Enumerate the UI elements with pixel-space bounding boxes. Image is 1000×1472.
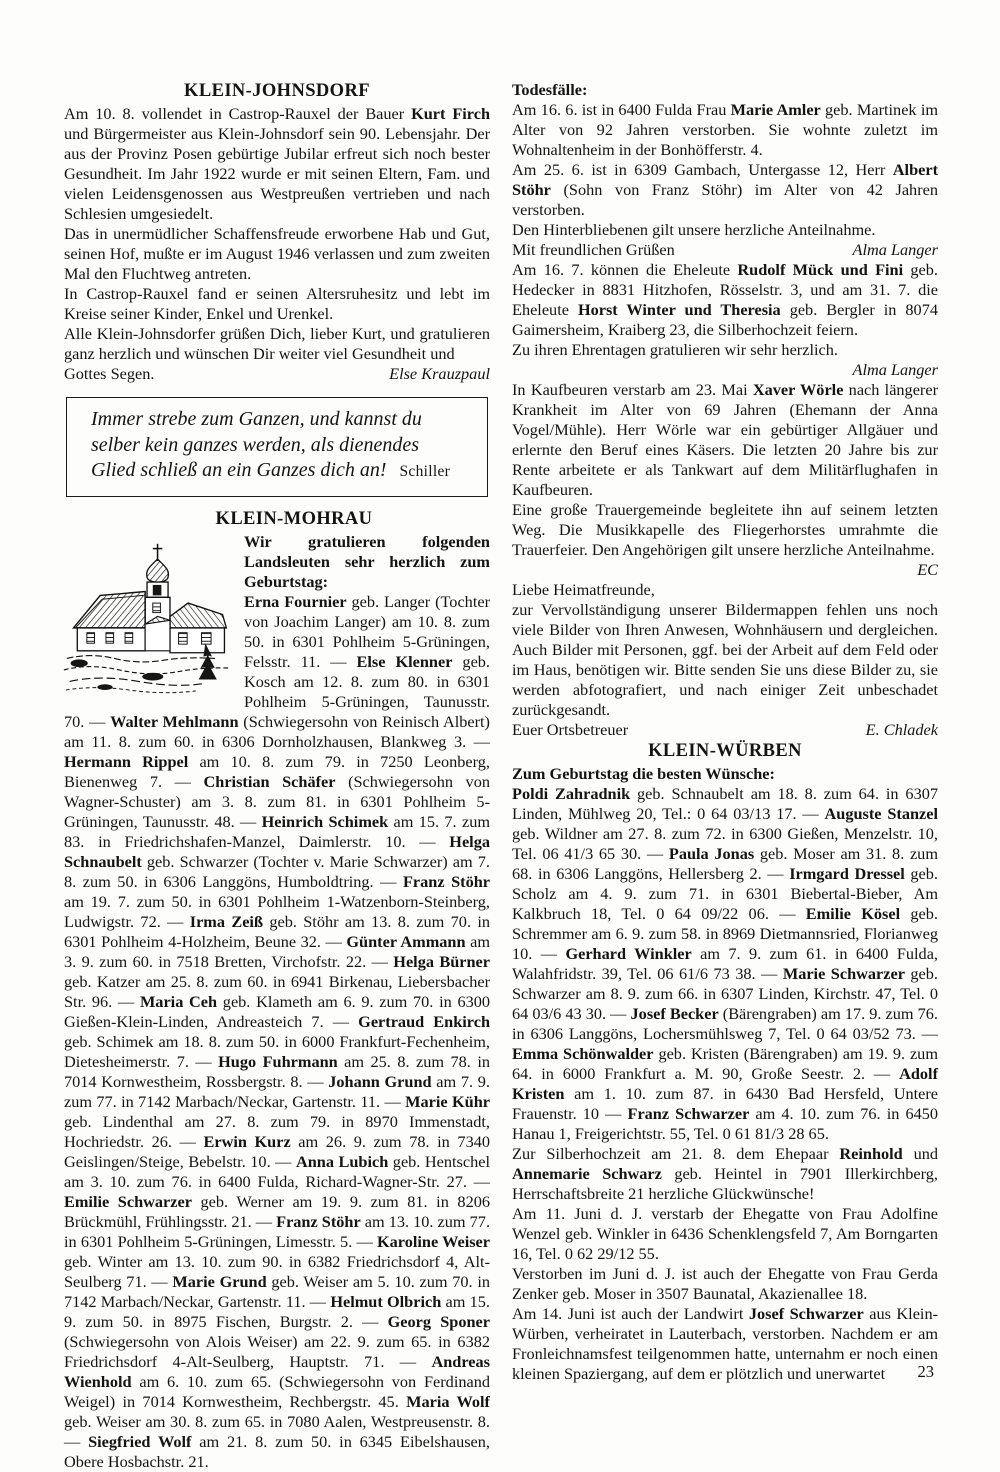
signature: EC (917, 560, 938, 579)
todesfaelle-label: Todesfälle: (512, 80, 588, 99)
paragraph: Eine große Trauergemeinde begleitete ihn auf seinem letzten Weg. Die Musikkapelle des Fliegerhorstes umrahmte die Trauerfeier. Den Angehörigen gilt unsere herzliche Anteilnahme. (512, 500, 938, 559)
quote-line-text: Glied schließ an ein Ganzes dich an! (91, 459, 387, 481)
quote-line (91, 458, 477, 485)
closing-text: Gottes Segen. (64, 364, 155, 383)
paragraph: Zur Silberhochzeit am 21. 8. dem Ehepaar Reinhold und Annemarie Schwarz geb. Heintel in 7901 Illerkirchberg, Herrschaftsbreite 21 herzliche Glückwünsche! (512, 1144, 939, 1203)
quote-line: selber kein ganzes werden, als dienendes (91, 433, 420, 456)
paragraph: Alle Klein-Johnsdorfer grüßen Dich, lieber Kurt, und gratulieren ganz herzlich und wünschen Dir weiter viel Gesundheit und (64, 324, 490, 363)
birthday-list: Erna Fournier geb. Langer (Tochter von Joachim Langer) am 10. 8. zum 50. in 6301 Pohlheim 5-Grüningen, Felsstr. 11. — Else Klenner geb. Kosch am 12. 8. zum 80. in 6301 Pohlheim 5-Grüningen, Taunusstr. 70. — Walter Mehlmann (Schwiegersohn von Reinisch Albert) am 11. 8. zum 60. in 6306 Dornholzhausen, Blankweg 3. — Hermann Rippel am 10. 8. zum 79. in 7250 Leonberg, Bienenweg 7. — Christian Schäfer (Schwiegersohn von Wagner-Schuster) am 3. 8. zum 81. in 6301 Pohlheim 5-Grüningen, Taunusstr. 48. — Heinrich Schimek am 15. 7. zum 83. in Friedrichshafen-Manzel, Daimlerstr. 10. — Helga Schnaubelt geb. Schwarzer (Tochter v. Marie Schwarzer) am 7. 8. zum 50. in 6306 Langgöns, Humboldtring. — Franz Stöhr am 19. 7. zum 50. in 6301 Pohlheim 1-Watzenborn-Steinberg, Ludwigstr. 72. — Irma Zeiß geb. Stöhr am 13. 8. zum 70. in 6301 Pohlheim 4-Holzheim, Beune 32. — Günter Ammann am 3. 9. zum 60. in 7518 Bretten, Virchofstr. 22. — Helga Bürner geb. Katzer am 25. 8. zum 60. in 6941 Birkenau, Liebersbacher Str. 96. — Maria Ceh geb. Klameth am 6. 9. zum 70. in 6300 Gießen-Klein-Linden, Andreasteich 7. — Gertraud Enkirch geb. Schimek am 18. 8. zum 50. in 6000 Frankfurt-Fechenheim, Dietesheimerstr. 7. — Hugo Fuhrmann am 25. 8. zum 78. in 7014 Kornwestheim, Rossbergstr. 8. — Johann Grund am 7. 9. zum 77. in 7142 Marbach/Neckar, Gartenstr. 11. — Marie Kühr geb. Lindenthal am 27. 8. zum 79. in 8970 Immenstadt, Hochriedstr. 26. — Erwin Kurz am 26. 9. zum 78. in 7340 Geislingen/Steige, Bebelstr. 10. — Anna Lubich geb. Hentschel am 3. 10. zum 76. in 6400 Fulda, Richard-Wagner-Str. 27. — Emilie Schwarzer geb. Werner am 19. 9. zum 81. in 8206 Brückmühl, Frühlingsstr. 21. — Franz Stöhr am 13. 10. zum 77. in 6301 Pohlheim 5-Grüningen, Limesstr. 5. — Karoline Weiser geb. Winter am 13. 10. zum 90. in 6382 Friedrichsdorf 4, Alt-Seulberg 71. — Marie Grund geb. Weiser am 5. 10. zum 70. in 7142 Marbach/Neckar, Gartenstr. 11. — Helmut Olbrich am 15. 9. zum 50. in 8975 Fischen, Burgstr. 2. — Georg Sponer (Schwiegersohn von Alois Weiser) am 22. 9. zum 65. in 6382 Friedrichsdorf 4-Alt-Seulberg, Hauptstr. 71. — Andreas Wienhold am 6. 10. zum 65. (Schwiegersohn von Ferdinand Weigel) in 7014 Kornwestheim, Rechbergstr. 45. Maria Wolf geb. Weiser am 30. 8. zum 65. in 7080 Aalen, Westpreusenstr. 8. — Siegfried Wolf am 21. 8. zum 50. in 6345 Eibelshausen, Obere Hosbachstr. 21. (64, 591, 491, 1471)
two-column-layout (64, 80, 939, 1472)
section-silberhochzeit (512, 260, 938, 380)
left-column (64, 80, 490, 1472)
section-bildermappen (512, 580, 938, 740)
closing-text: Mit freundlichen Grüßen (512, 240, 675, 259)
paragraph: Am 10. 8. vollendet in Castrop-Rauxel der Bauer Kurt Firch und Bürgermeister aus Klein-Johnsdorf sein 90. Lebensjahr. Der aus der Provinz Posen gebürtige Jubilar erfreut sich noch bester Gesundheit. Im Jahr 1922 wurde er mit seinen Eltern, Fam. und vielen Leidensgenossen aus Westpreußen vertrieben und nach Schlesien umgesiedelt. (64, 104, 490, 223)
paragraph: Am 25. 6. ist in 6309 Gambach, Untergasse 12, Herr Albert Stöhr (Sohn von Franz Stöhr) im Alter von 42 Jahren verstorben. (512, 160, 938, 219)
birthday-intro: Zum Geburtstag die besten Wünsche: (512, 764, 775, 783)
page-number: 23 (917, 1362, 934, 1381)
paragraph: zur Vervollständigung unserer Bildermappen fehlen uns noch viele Bilder von Ihren Anwesen, Wohnhäusern und dergleichen. Auch Bilder mit Personen, ggf. bei der Arbeit auf dem Feld oder im Haus, benötigen wir. Bitte senden Sie uns diese Bilder zu, sie werden abfotografiert, und nach einiger Zeit unbeschadet zurückgesandt. (512, 600, 938, 719)
section-klein-johnsdorf (64, 80, 490, 384)
section-klein-wuerben (512, 740, 938, 1384)
closing-text: Euer Ortsbetreuer (512, 720, 629, 739)
section-title-klein-johnsdorf: KLEIN-JOHNSDORF (184, 81, 370, 101)
church-illustration (62, 536, 234, 694)
paragraph: Am 11. Juni d. J. verstarb der Ehegatte von Frau Adolfine Wenzel geb. Winkler in 6436 Schenklengsfeld 7, Am Borngarten 16, Tel. 0 62 29/12 55. (512, 1204, 938, 1263)
paragraph: In Kaufbeuren verstarb am 23. Mai Xaver Wörle nach längerer Krankheit im Alter von 69 Jahren (Ehemann der Anna Vogel/Mühle). Herr Wörle war ein gebürtiger Allgäuer und erlernte den Beruf eines Käsers. Die letzten 20 Jahre bis zur Rente arbeitete er als Tankwart auf dem Militärflughafen in Kaufbeuren. (512, 380, 938, 499)
signature: Alma Langer (852, 360, 938, 379)
paragraph: Am 14. Juni ist auch der Landwirt Josef Schwarzer aus Klein-Würben, verheiratet in Lauterbach, verstorben. Nachdem er am Fronleichnamsfest teilgenommen hatte, unternahm er noch einen kleinen Spaziergang, auf dem er plötzlich und unerwartet (512, 1304, 939, 1383)
paragraph: Am 16. 7. können die Eheleute Rudolf Mück und Fini geb. Hedecker in 8831 Hitzhofen, Rösselstr. 3, und am 31. 7. die Eheleute Horst Winter und Theresia geb. Bergler in 8074 Gaimersheim, Kraiberg 23, die Silberhochzeit feiern. (512, 260, 938, 339)
quote-attribution: Schiller (399, 463, 451, 480)
paragraph: In Castrop-Rauxel fand er seinen Altersruhesitz und lebt im Kreise seiner Kinder, Enkel und Urenkel. (64, 284, 490, 323)
paragraph: Den Hinterbliebenen gilt unsere herzliche Anteilnahme. (512, 220, 876, 239)
right-column (512, 80, 938, 1472)
birthday-intro: Wir gratulieren folgenden Landsleuten sehr herzlich zum Geburtstag: (244, 531, 490, 591)
paragraph: Am 16. 6. ist in 6400 Fulda Frau Marie Amler geb. Martinek im Alter von 92 Jahren verstorben. Sie wohnte zuletzt im Wohnaltenheim in der Bonhöfferstr. 4. (512, 100, 939, 159)
quote-box (66, 397, 488, 497)
quote-line: Immer strebe zum Ganzen, und kannst du (91, 408, 422, 430)
signature-line (64, 364, 490, 384)
signature: Else Krauzpaul (389, 364, 490, 383)
signature-line (512, 240, 938, 260)
section-title-klein-wuerben: KLEIN-WÜRBEN (648, 741, 802, 761)
paragraph: Das in unermüdlicher Schaffensfreude erworbene Hab und Gut, seinen Hof, mußte er im August 1946 verlassen und zum zweiten Mal den Fluchtweg antreten. (64, 224, 490, 283)
paragraph: Verstorben im Juni d. J. ist auch der Ehegatte von Frau Gerda Zenker geb. Moser in 3507 Baunatal, Akazienallee 18. (512, 1264, 938, 1303)
signature: Alma Langer (852, 240, 938, 259)
section-klein-mohrau (64, 508, 490, 1472)
birthday-list: Poldi Zahradnik geb. Schnaubelt am 18. 8. zum 64. in 6307 Linden, Mühlweg 20, Tel.: 0 64 03/13 17. — Auguste Stanzel geb. Wildner am 27. 8. zum 72. in 6300 Gießen, Menzelstr. 10, Tel. 06 41/3 65 30. — Paula Jonas geb. Moser am 31. 8. zum 68. in 6306 Langgöns, Hellersberg 2. — Irmgard Dressel geb. Scholz am 4. 9. zum 71. in 6301 Biebertal-Bieber, Am Kalkbruch 18, Tel. 0 64 09/22 06. — Emilie Kösel geb. Schremmer am 6. 9. zum 58. in 8969 Dietmannsried, Florianweg 10. — Gerhard Winkler am 7. 9. zum 61. in 6400 Fulda, Walahfridstr. 39, Tel. 06 61/6 73 38. — Marie Schwarzer geb. Schwarzer am 8. 9. zum 66. in 6307 Linden, Kirchstr. 47, Tel. 0 64 03/6 43 30. — Josef Becker (Bärengraben) am 17. 9. zum 76. in 6306 Langgöns, Lochersmühlsweg 7, Tel. 0 64 03/52 73. — Emma Schönwalder geb. Kristen (Bärengraben) am 19. 9. zum 64. in 6000 Frankfurt a. M. 90, Große Seestr. 2. — Adolf Kristen am 1. 10. zum 87. in 6430 Bad Hersfeld, Untere Frauenstr. 10 — Franz Schwarzer am 4. 10. zum 76. in 6450 Hanau 1, Freigerichtstr. 55, Tel. 0 61 81/3 28 65. (512, 784, 939, 1143)
section-woerle-nachruf (512, 380, 938, 580)
salutation: Liebe Heimatfreunde, (512, 580, 655, 599)
signature: E. Chladek (865, 720, 938, 739)
section-title-klein-mohrau: KLEIN-MOHRAU (215, 508, 373, 529)
section-todesfaelle (512, 80, 938, 260)
signature-line (512, 720, 938, 740)
paragraph: Zu ihren Ehrentagen gratulieren wir sehr herzlich. (512, 340, 838, 359)
